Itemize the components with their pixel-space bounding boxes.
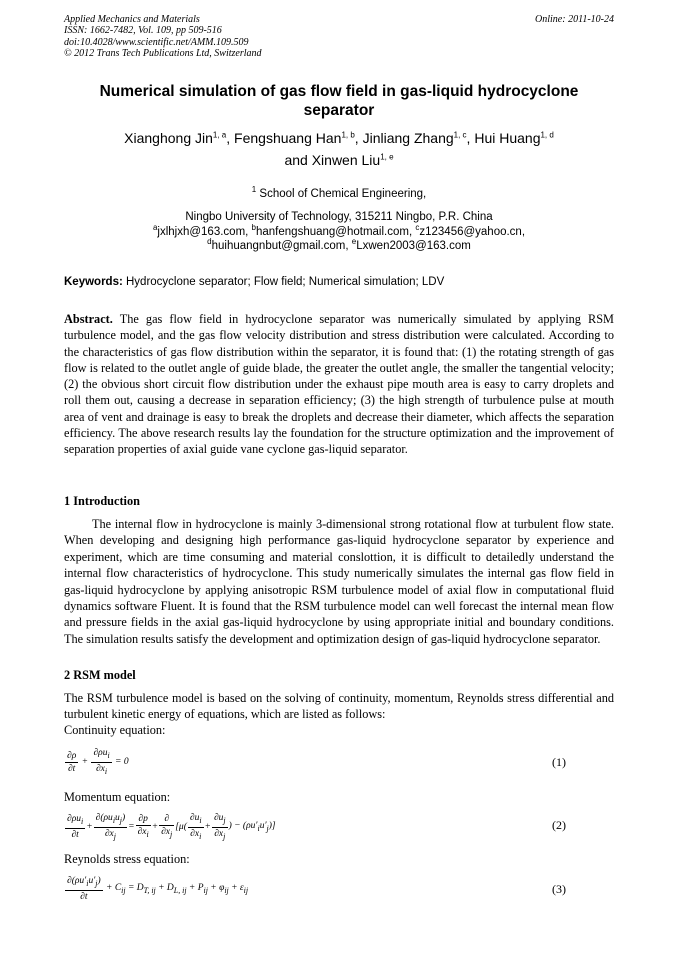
journal-name: Applied Mechanics and Materials: [64, 14, 200, 25]
continuity-equation: $\frac{\partial\rho}{\partial t}$ + $\frac{\partial\rho u_i}{\partial x_i}$ = 0: [67, 748, 129, 776]
abstract-label: Abstract.: [64, 312, 113, 326]
momentum-label: Momentum equation:: [64, 790, 171, 804]
introduction-paragraph: The internal flow in hydrocyclone is mainly 3-dimensional strong rotational flow at turbulent flow state. When developing and designing high performance gas-liquid hydrocyclone separator by experience and experiment, which are time consuming and material conslottion, it is difficult to detailedly understand the internal flow characteristics of hydrocyclone. This study numerically simulates the internal gas flow field in gas-liquid hydrocyclone by applying anisotropic RSM turbulence model of axial flow in computational fluid dynamics software Fluent. It is found that the RSM turbulence model can well forecast the internal mean flow and pressure fields in the axial gas-liquid hydrocyclone by using appropriate initial and boundary conditions. The simulation results satisfy the development and optimization design of gas-liquid hydrocyclone separator.: [64, 517, 614, 646]
online-date: Online: 2011-10-24: [535, 14, 614, 25]
email-e: Lxwen2003@163.com: [356, 240, 471, 252]
journal-header: [64, 14, 262, 60]
affiliation-line-1: School of Chemical Engineering,: [256, 188, 427, 200]
title-line-2: separator: [303, 102, 375, 119]
paper-title: [80, 82, 598, 120]
title-line-1: Numerical simulation of gas flow field in gas-liquid hydrocyclone: [99, 83, 579, 100]
email-d: huihuangnbut@gmail.com,: [211, 240, 352, 252]
author-name: Xianghong Jin: [124, 130, 213, 146]
rsm-model-paragraph: The RSM turbulence model is based on the solving of continuity, momentum, Reynolds stress differential and turbulent kinetic energy of equations, which are listed as follows:: [64, 691, 614, 722]
keywords: [64, 276, 614, 288]
author-name: Xinwen Liu: [311, 152, 381, 168]
continuity-label: Continuity equation:: [64, 723, 166, 737]
section-heading-rsm-model: 2 RSM model: [64, 668, 136, 682]
reynolds-label: Reynolds stress equation:: [64, 852, 190, 866]
abstract: [64, 311, 614, 458]
author-separator: ,: [466, 130, 475, 146]
author-name: Hui Huang: [474, 130, 541, 146]
author-sup: 1, c: [453, 130, 467, 140]
email-sup: b: [251, 223, 256, 233]
email-sup: e: [351, 237, 357, 247]
email-sup: c: [415, 223, 420, 233]
author-sup: 1, a: [212, 130, 227, 140]
reynolds-stress-equation: $\frac{\partial(\rho u'_iu'_j)}{\partial t}$ + $C_{ij} = D_{T, ij} + D_{L, ij} + P_{ij} + \varphi_{ij} + \varepsilon_{ij}$: [67, 876, 249, 902]
author-and: and: [284, 152, 312, 168]
keywords-label: Keywords:: [64, 276, 123, 288]
momentum-equation: $\frac{\partial\rho u_i}{\partial t}$ + $\frac{\partial(\rho u_iu_j)}{\partial x_j}$ = $\frac{\partial p}{\partial x_i}$ + $\frac{\partial}{\partial x_j}$ [μ( $\frac{\partial u_i}{\partial x_i}$ + $\frac{\partial u_j}{\partial x_j}$ ) − $(\rho u'_iu'_j)$]: [67, 813, 276, 841]
email-sup: a: [152, 223, 158, 233]
abstract-text: The gas flow field in hydrocyclone separator was numerically simulated by applying RSM turbulence model, and the gas flow velocity distribution and stress distribution were calculated. According to the characteristics of gas flow distribution within the separator, it is found that: (1) the rotating strength of gas flow is related to the outlet angle of guide blade, the greater the outlet angle, the smaller the tangential velocity; (2) the obvious short circuit flow distribution under the exhaust pipe mouth area is easy to carry droplets and roll them out, causing a decrease in separation efficiency; (3) the high strength of turbulence pulse at mouth area of vent and drainage is easy to break the droplets and decrease their diameter, which affects the separation efficiency. The above research results lay the foundation for the structure optimization and the improvement of separation properties of axial guide vane cyclone gas-liquid separator.: [64, 312, 614, 457]
email-a: jxlhjxh@163.com,: [157, 226, 252, 238]
equation-number-1: (1): [552, 755, 566, 769]
author-list: [70, 127, 608, 171]
copyright-line: © 2012 Trans Tech Publications Ltd, Switzerland: [64, 48, 262, 60]
author-name: Fengshuang Han: [234, 130, 342, 146]
equation-number-2: (2): [552, 818, 566, 832]
author-sup: 1, d: [540, 130, 554, 140]
equation-number-3: (3): [552, 882, 566, 896]
email-list: [70, 225, 608, 253]
author-sup: 1, b: [341, 130, 355, 140]
author-name: Jinliang Zhang: [362, 130, 454, 146]
author-sup: 1, e: [380, 152, 394, 162]
author-separator: ,: [226, 130, 235, 146]
keywords-text: Hydrocyclone separator; Flow field; Numerical simulation; LDV: [122, 276, 445, 288]
email-sup: d: [207, 237, 212, 247]
author-separator: ,: [354, 130, 363, 146]
issn-line: ISSN: 1662-7482, Vol. 109, pp 509-516: [64, 25, 222, 37]
email-b: hanfengshuang@hotmail.com,: [256, 226, 416, 238]
section-heading-introduction: 1 Introduction: [64, 494, 140, 508]
doi-line: doi:10.4028/www.scientific.net/AMM.109.509: [64, 36, 249, 48]
affiliation: [70, 183, 608, 229]
affiliation-sup: 1: [251, 185, 257, 195]
affiliation-line-2: Ningbo University of Technology, 315211 Ningbo, P.R. China: [185, 211, 493, 223]
email-c: z123456@yahoo.cn,: [419, 226, 526, 238]
